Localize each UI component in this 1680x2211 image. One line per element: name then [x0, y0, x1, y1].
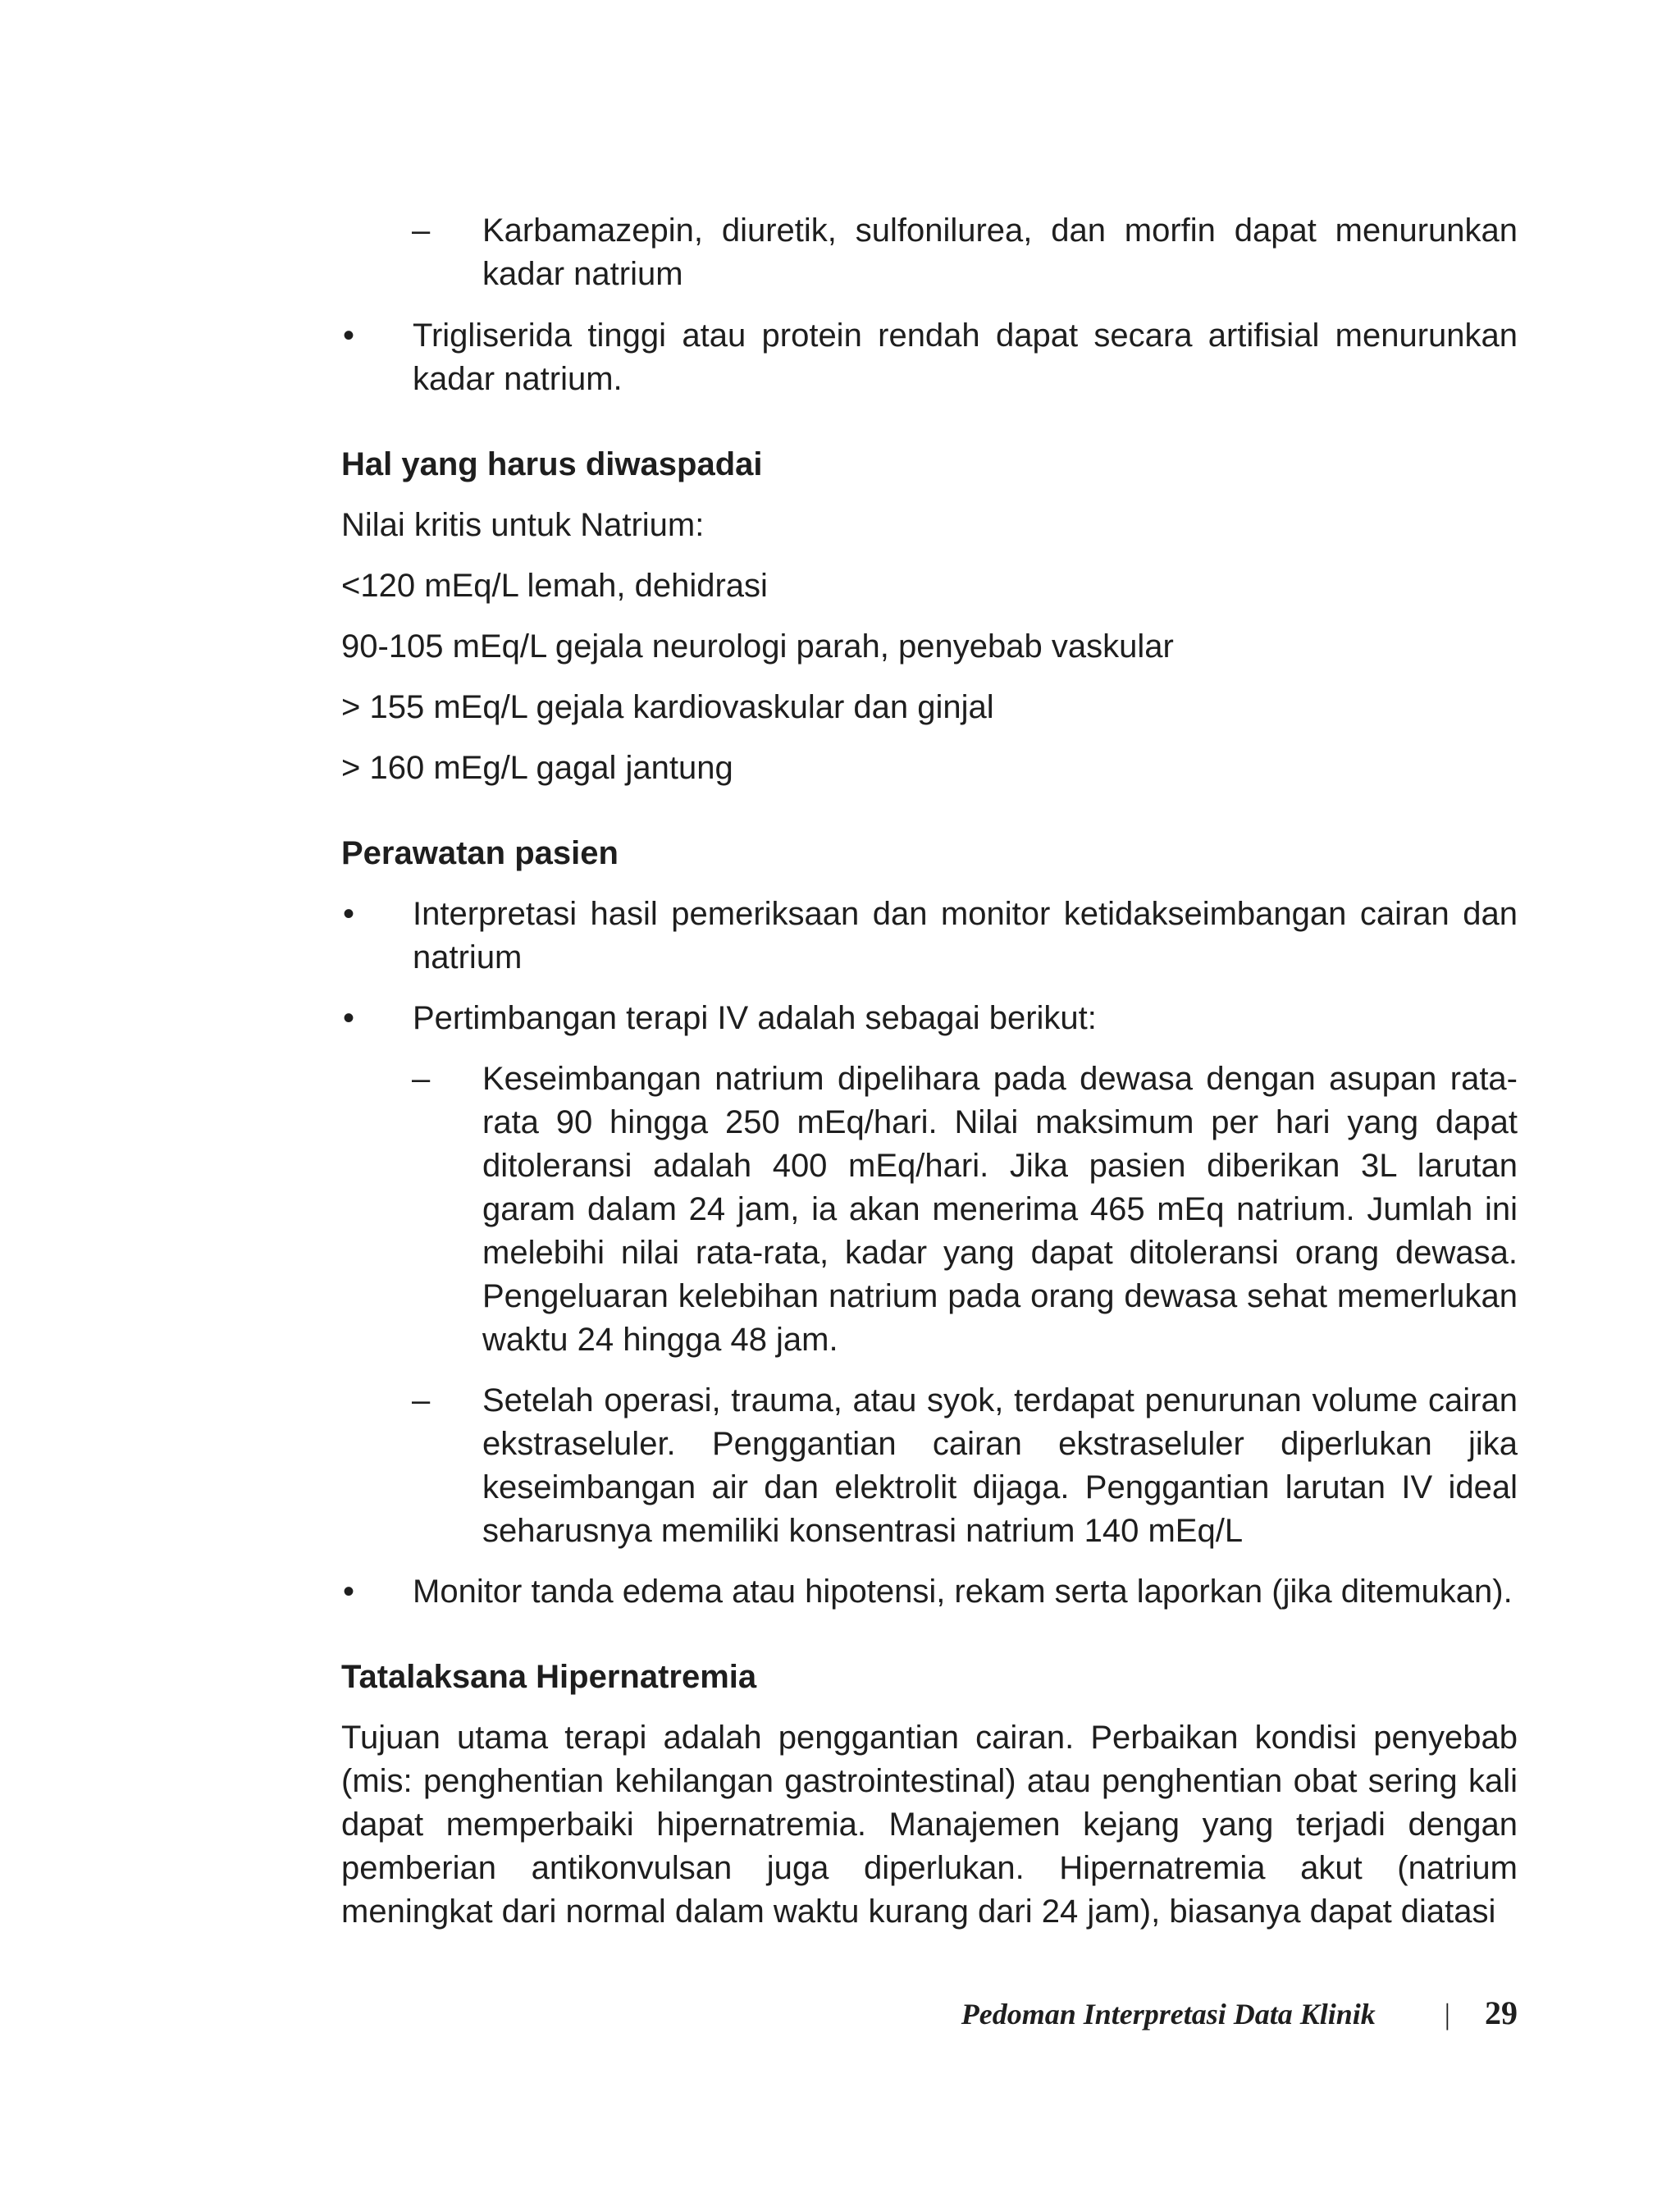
paragraph-tatalaksana: Tujuan utama terapi adalah penggantian cairan. Perbaikan kondisi penyebab (mis: penghentian kehilangan gastrointestinal) atau penghentian obat sering kali dapat memperbaiki hipernatremia. Manajemen kejang yang terjadi dengan pemberian antikonvulsan juga diperlukan. Hipernatremia akut (natrium meningkat dari normal dalam waktu kurang dari 24 jam), biasanya dapat diatasi — [341, 1720, 1518, 1930]
critical-value-row: <120 mEq/L lemah, dehidrasi — [341, 568, 768, 604]
heading-tatalaksana: Tatalaksana Hipernatremia — [341, 1659, 757, 1695]
dash-item-text: Keseimbangan natrium dipelihara pada dewasa dengan asupan rata-rata 90 hingga 250 mEq/hari. Nilai maksimum per hari yang dapat ditoleransi adalah 400 mEq/hari. Jika pasien diberikan 3L larutan garam dalam 24 jam, ia akan menerima 465 mEq natrium. Jumlah ini melebihi nilai rata-rata, kadar yang dapat ditoleransi orang dewasa. Pengeluaran kelebihan natrium pada orang dewasa sehat memerlukan waktu 24 hingga 48 jam. — [482, 1061, 1518, 1358]
bullet-marker: • — [343, 1000, 355, 1036]
bullet-item-interpretasi — [341, 893, 1518, 980]
dash-item-text: Setelah operasi, trauma, atau syok, terdapat penurunan volume cairan ekstraseluler. Penggantian cairan ekstraseluler diperlukan jika keseimbangan air dan elektrolit dijaga. Penggantian larutan IV ideal seharusnya memiliki konsentrasi natrium 140 mEq/L — [482, 1382, 1518, 1549]
page-content — [341, 209, 1518, 1934]
dash-marker: – — [412, 1061, 431, 1097]
dash-item-keseimbangan — [341, 1058, 1518, 1362]
bullet-item-triglycerides — [341, 314, 1518, 401]
bullet-marker: • — [343, 896, 355, 932]
bullet-item-text: Monitor tanda edema atau hipotensi, rekam serta laporkan (jika ditemukan). — [413, 1574, 1513, 1610]
bullet-marker: • — [343, 1574, 355, 1610]
bullet-item-text: Pertimbangan terapi IV adalah sebagai berikut: — [413, 1000, 1097, 1036]
heading-perawatan: Perawatan pasien — [341, 835, 619, 871]
bullet-marker: • — [343, 317, 355, 354]
dash-item-drugs — [341, 209, 1518, 296]
footer-book-title: Pedoman Interpretasi Data Klinik — [961, 1998, 1376, 2031]
bullet-item-terapi-iv — [341, 997, 1518, 1040]
critical-value-row: > 160 mEg/L gagal jantung — [341, 750, 733, 786]
dash-marker: – — [412, 212, 431, 249]
critical-value-row: > 155 mEq/L gejala kardiovaskular dan ginjal — [341, 689, 994, 725]
critical-value-row: 90-105 mEq/L gejala neurologi parah, penyebab vaskular — [341, 628, 1174, 665]
dash-item-text: Karbamazepin, diuretik, sulfonilurea, dan morfin dapat menurunkan kadar natrium — [482, 212, 1518, 292]
critical-values-intro: Nilai kritis untuk Natrium: — [341, 507, 705, 543]
bullet-item-text: Trigliserida tinggi atau protein rendah dapat secara artifisial menurunkan kadar natrium. — [413, 317, 1518, 397]
page-footer — [961, 1994, 1518, 2032]
bullet-item-monitor — [341, 1570, 1518, 1614]
footer-separator: | — [1444, 1998, 1450, 2031]
dash-item-operasi — [341, 1379, 1518, 1553]
dash-marker: – — [412, 1382, 431, 1418]
heading-waspada: Hal yang harus diwaspadai — [341, 446, 763, 482]
bullet-item-text: Interpretasi hasil pemeriksaan dan monitor ketidakseimbangan cairan dan natrium — [413, 896, 1518, 975]
page-number: 29 — [1485, 1994, 1518, 2031]
